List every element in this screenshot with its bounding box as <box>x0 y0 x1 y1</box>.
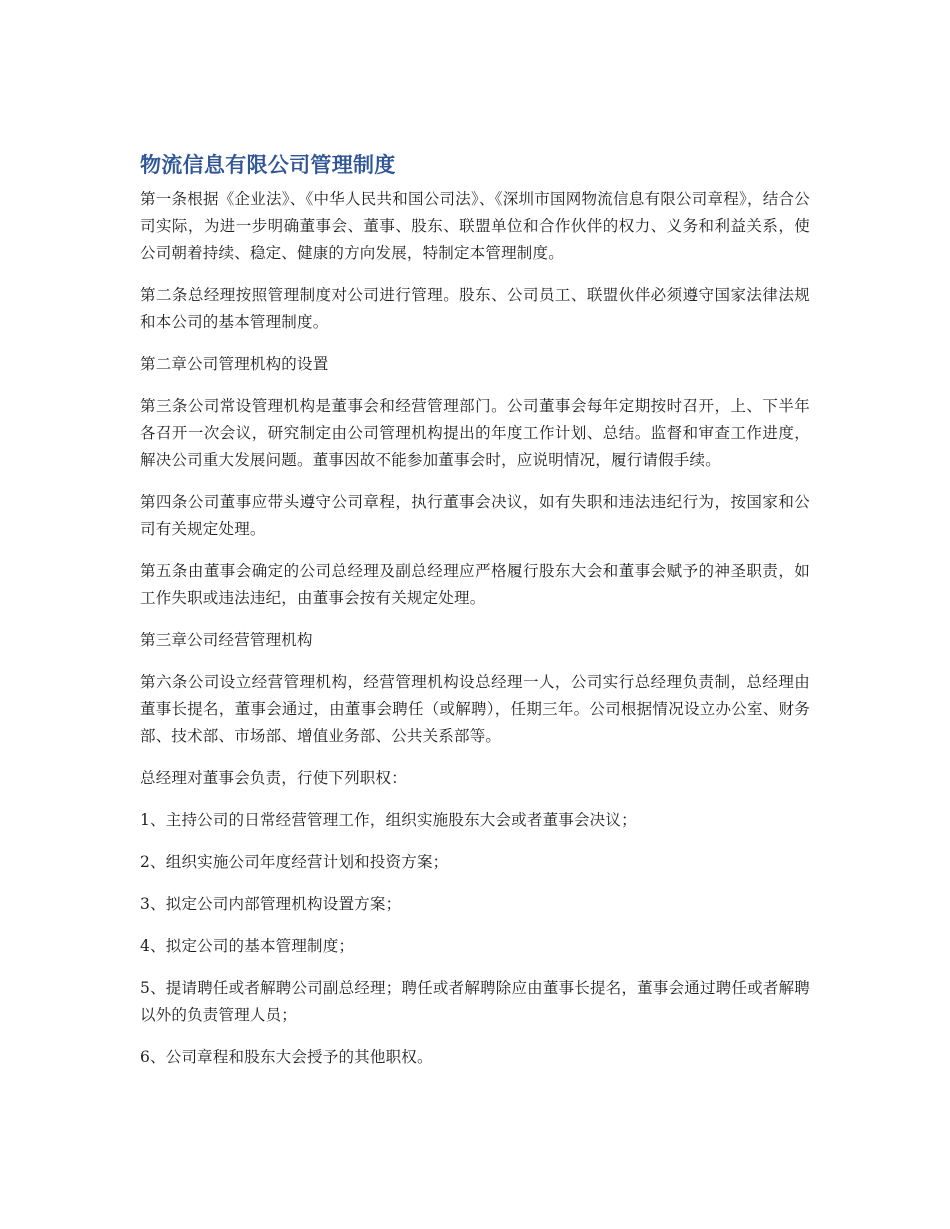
power-item-2: 2、组织实施公司年度经营计划和投资方案； <box>140 853 449 871</box>
power-item-6: 6、公司章程和股东大会授予的其他职权。 <box>140 1048 433 1066</box>
document-title: 物流信息有限公司管理制度 <box>140 153 396 177</box>
power-item-5: 5、提请聘任或者解聘公司副总经理；聘任或者解聘除应由董事长提名，董事会通过聘任或者解聘以外的负责管理人员； <box>140 979 810 1024</box>
chapter-2-heading: 第二章公司管理机构的设置 <box>140 355 329 373</box>
powers-intro: 总经理对董事会负责，行使下列职权： <box>140 769 407 787</box>
document-page <box>140 150 810 1086</box>
article-2-paragraph: 第二条总经理按照管理制度对公司进行管理。股东、公司员工、联盟伙伴必须遵守国家法律法规和本公司的基本管理制度。 <box>140 286 810 331</box>
power-item-1: 1、主持公司的日常经营管理工作，组织实施股东大会或者董事会决议； <box>140 811 637 829</box>
article-3-paragraph: 第三条公司常设管理机构是董事会和经营管理部门。公司董事会每年定期按时召开，上、下半年各召开一次会议，研究制定由公司管理机构提出的年度工作计划、总结。监督和审查工作进度，解决公司重大发展问题。董事因故不能参加董事会时，应说明情况，履行请假手续。 <box>140 397 810 469</box>
power-item-4: 4、拟定公司的基本管理制度； <box>140 937 355 955</box>
chapter-3-heading: 第三章公司经营管理机构 <box>140 631 313 649</box>
article-1-paragraph: 第一条根据《企业法》、《中华人民共和国公司法》、《深圳市国网物流信息有限公司章程》，结合公司实际，为进一步明确董事会、董事、股东、联盟单位和合作伙伴的权力、义务和利益关系，使公司朝着持续、稳定、健康的方向发展，特制定本管理制度。 <box>140 190 810 262</box>
article-4-paragraph: 第四条公司董事应带头遵守公司章程，执行董事会决议，如有失职和违法违纪行为，按国家和公司有关规定处理。 <box>140 493 810 538</box>
article-6-paragraph: 第六条公司设立经营管理机构，经营管理机构设总经理一人，公司实行总经理负责制，总经理由董事长提名，董事会通过，由董事会聘任（或解聘），任期三年。公司根据情况设立办公室、财务部、技术部、市场部、增值业务部、公共关系部等。 <box>140 673 810 745</box>
power-item-3: 3、拟定公司内部管理机构设置方案； <box>140 895 402 913</box>
article-5-paragraph: 第五条由董事会确定的公司总经理及副总经理应严格履行股东大会和董事会赋予的神圣职责，如工作失职或违法违纪，由董事会按有关规定处理。 <box>140 562 810 607</box>
